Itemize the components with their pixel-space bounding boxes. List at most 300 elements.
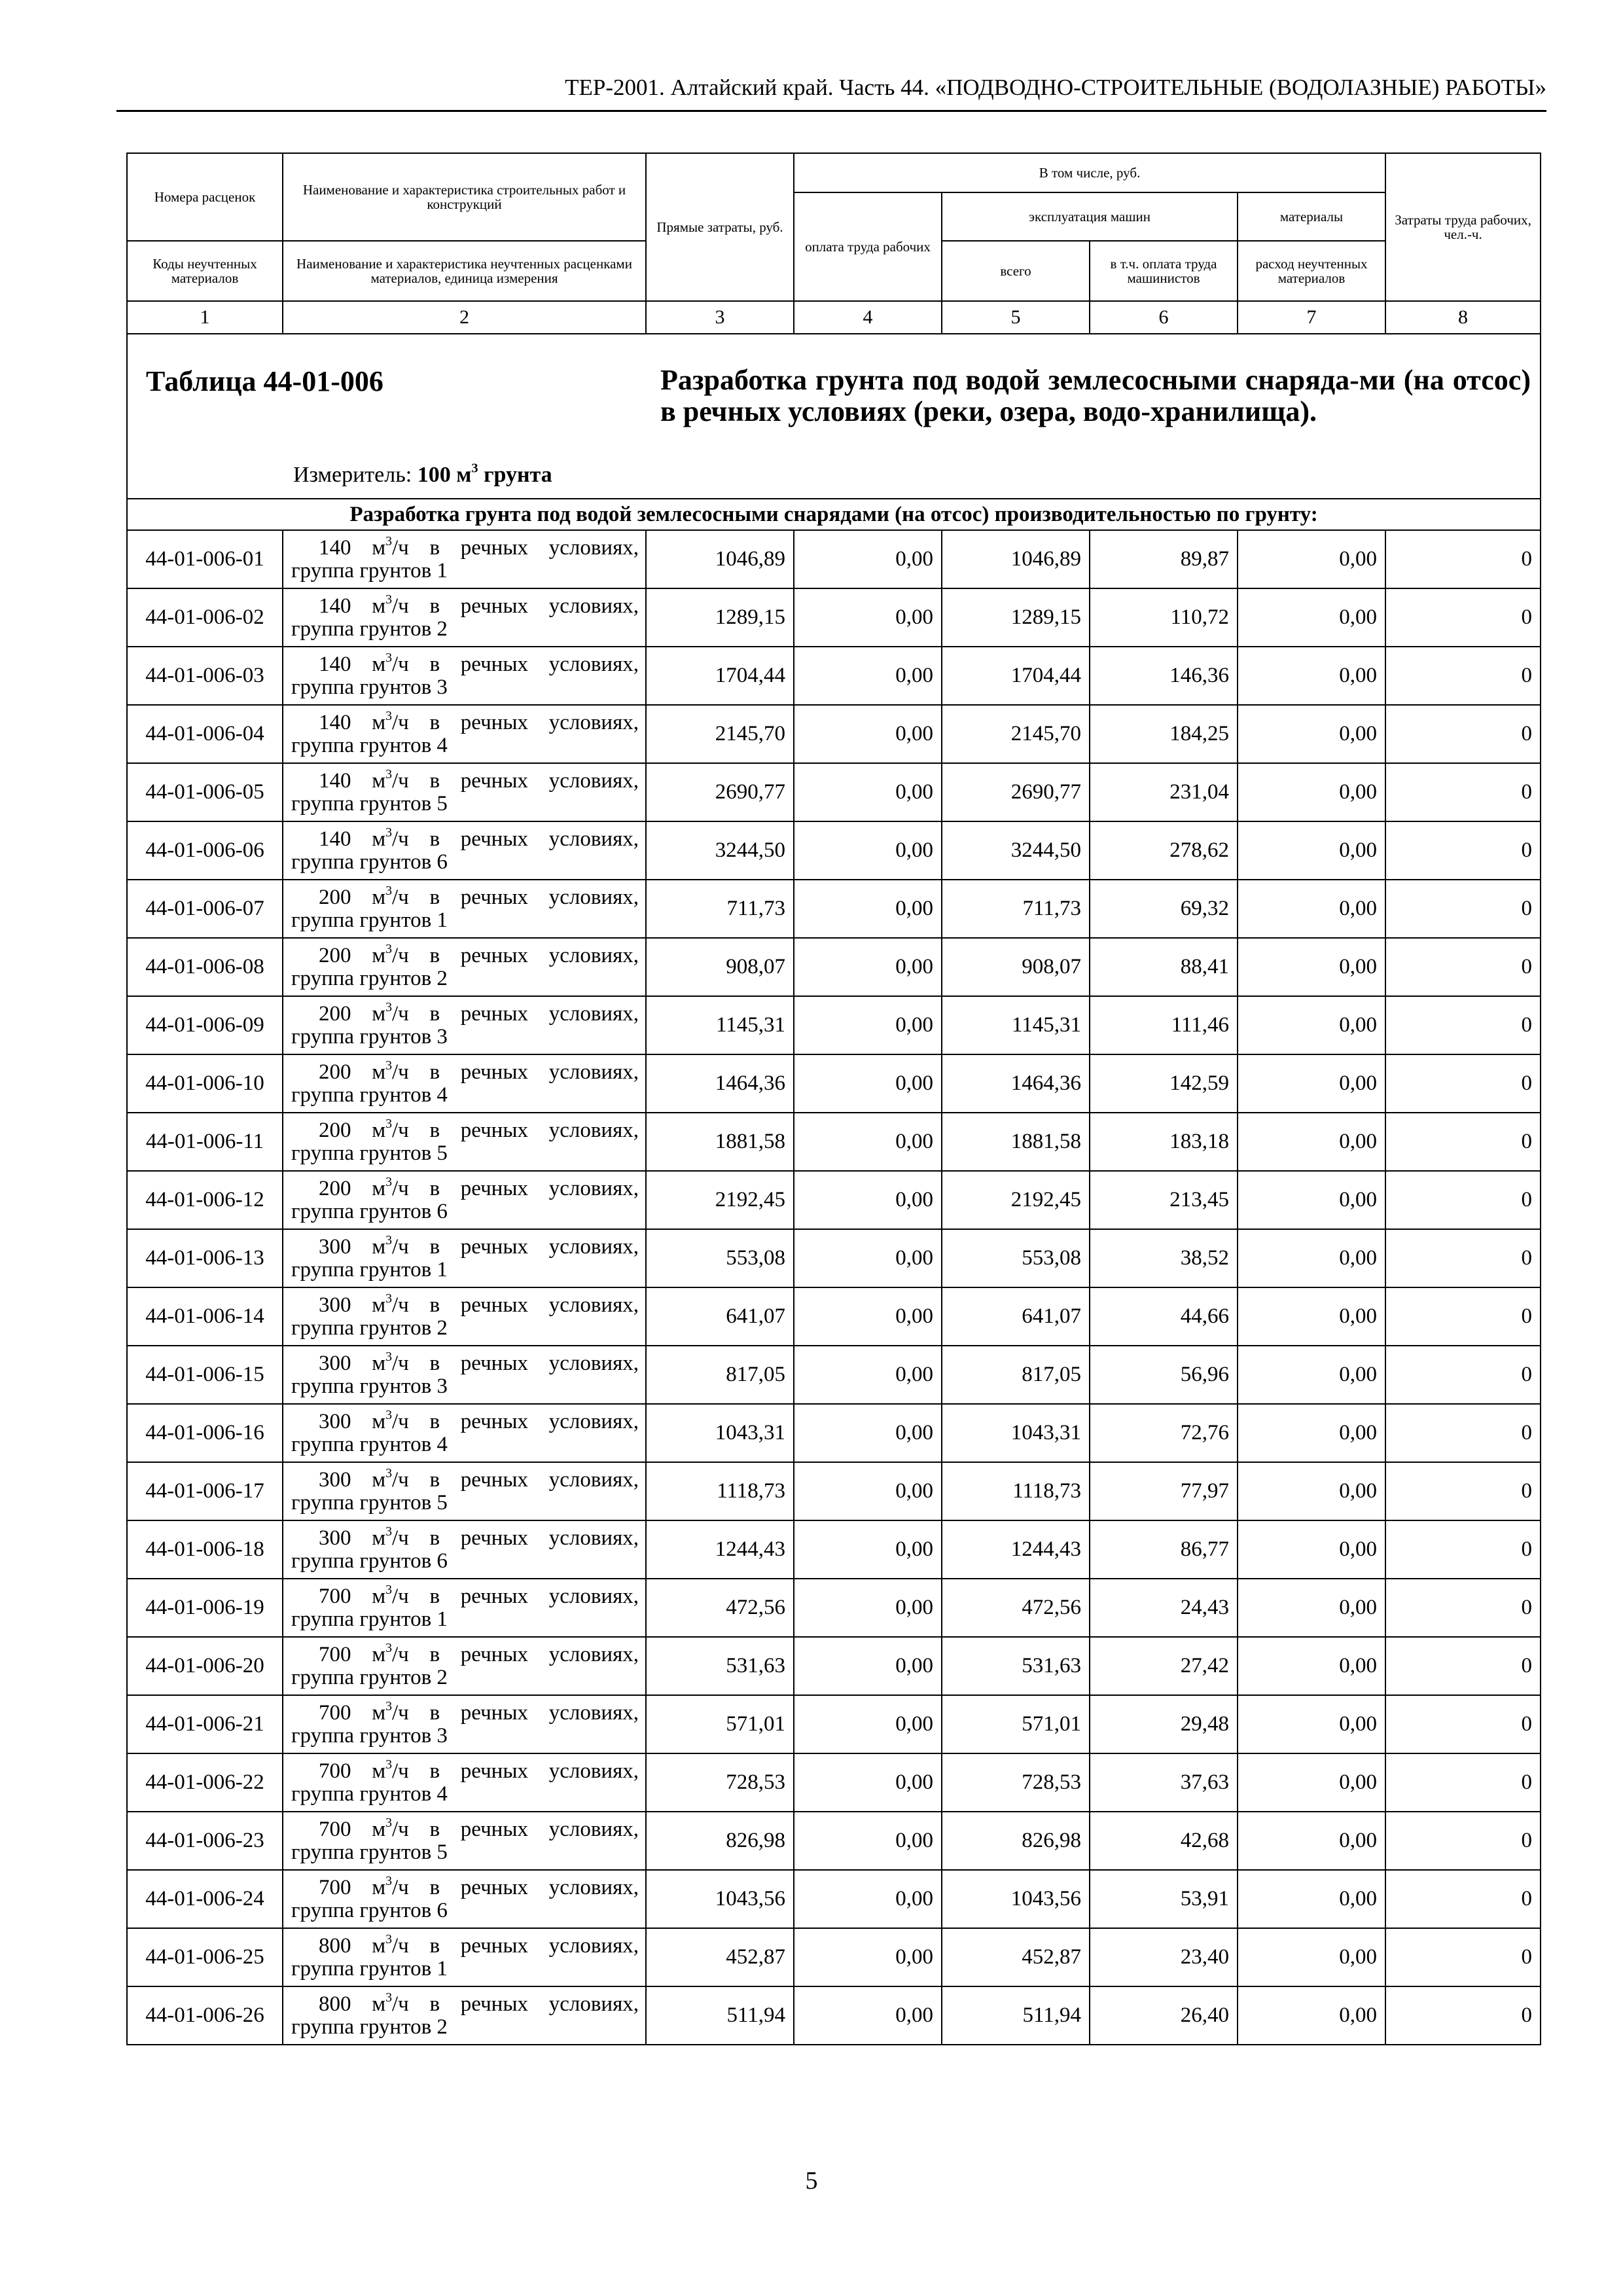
labor-hours: 0 [1385,938,1541,996]
rate-code: 44-01-006-02 [127,588,283,647]
table-number: Таблица 44-01-006 [146,365,383,397]
soil-group: группа грунтов 3 [291,675,448,699]
labor-hours: 0 [1385,705,1541,763]
labor-cost: 0,00 [794,821,942,880]
capacity-value: 140 [319,827,351,851]
rate-code: 44-01-006-19 [127,1579,283,1637]
table-row [127,1579,1541,1637]
operators-cost: 26,40 [1090,1986,1238,2045]
unit-sup: 3 [385,1699,392,1713]
unit-rest: /ч в речных условиях, [392,768,639,793]
machines-total: 1043,31 [942,1404,1090,1462]
rate-code: 44-01-006-03 [127,647,283,705]
table-row [127,1812,1541,1870]
machines-total: 472,56 [942,1579,1090,1637]
materials-cost: 0,00 [1238,763,1385,821]
unit-m: м [372,594,386,618]
capacity-value: 200 [319,1001,351,1026]
col3-header: Прямые затраты, руб. [646,153,794,301]
labor-hours: 0 [1385,530,1541,588]
soil-group: группа грунтов 3 [291,1374,448,1398]
unit-m: м [372,1992,386,2016]
unit-m: м [372,1875,386,1899]
materials-cost: 0,00 [1238,1753,1385,1812]
column-number: 6 [1090,301,1238,334]
col6-header: в т.ч. оплата труда машинистов [1090,241,1238,301]
rate-code: 44-01-006-24 [127,1870,283,1928]
labor-hours: 0 [1385,1229,1541,1287]
column-number: 7 [1238,301,1385,334]
unit-rest: /ч в речных условиях, [392,1526,639,1550]
rate-name [283,1346,646,1404]
unit-rest: /ч в речных условиях, [392,1875,639,1899]
soil-group: группа грунтов 5 [291,1840,448,1864]
labor-hours: 0 [1385,996,1541,1054]
unit-m: м [372,768,386,793]
materials-cost: 0,00 [1238,1287,1385,1346]
machines-total: 826,98 [942,1812,1090,1870]
labor-cost: 0,00 [794,1579,942,1637]
capacity-value: 700 [319,1875,351,1899]
table-row [127,1986,1541,2045]
labor-cost: 0,00 [794,1753,942,1812]
column-number: 5 [942,301,1090,334]
rate-name [283,705,646,763]
rate-code: 44-01-006-12 [127,1171,283,1229]
soil-group: группа грунтов 3 [291,1723,448,1748]
capacity-value: 700 [319,1700,351,1725]
machines-total: 452,87 [942,1928,1090,1986]
rate-name [283,1113,646,1171]
unit-rest: /ч в речных условиях, [392,885,639,909]
machines-total: 1289,15 [942,588,1090,647]
rate-name [283,530,646,588]
rate-name [283,1695,646,1753]
column-numbers-row [127,301,1541,334]
materials-cost: 0,00 [1238,880,1385,938]
unit-m: м [372,1467,386,1492]
column-number: 4 [794,301,942,334]
machines-total: 2145,70 [942,705,1090,763]
soil-group: группа грунтов 1 [291,1257,448,1282]
soil-group: группа грунтов 1 [291,908,448,932]
materials-cost: 0,00 [1238,1404,1385,1462]
column-number: 8 [1385,301,1541,334]
labor-cost: 0,00 [794,1054,942,1113]
direct-cost: 711,73 [646,880,794,938]
operators-cost: 72,76 [1090,1404,1238,1462]
labor-cost: 0,00 [794,1462,942,1520]
soil-group: группа грунтов 2 [291,966,448,990]
rate-code: 44-01-006-11 [127,1113,283,1171]
direct-cost: 553,08 [646,1229,794,1287]
direct-cost: 908,07 [646,938,794,996]
rate-code: 44-01-006-16 [127,1404,283,1462]
labor-hours: 0 [1385,1287,1541,1346]
soil-group: группа грунтов 4 [291,1083,448,1107]
unit-rest: /ч в речных условиях, [392,1060,639,1084]
direct-cost: 2192,45 [646,1171,794,1229]
capacity-value: 300 [319,1234,351,1259]
capacity-value: 140 [319,768,351,793]
unit-rest: /ч в речных условиях, [392,652,639,676]
labor-hours: 0 [1385,1346,1541,1404]
column-number: 1 [127,301,283,334]
labor-cost: 0,00 [794,1229,942,1287]
machines-total: 571,01 [942,1695,1090,1753]
direct-cost: 511,94 [646,1986,794,2045]
unit-sup: 3 [385,1350,392,1364]
table-row [127,1054,1541,1113]
table-row [127,1229,1541,1287]
labor-cost: 0,00 [794,1404,942,1462]
capacity-value: 140 [319,535,351,560]
unit-sup: 3 [385,1641,392,1655]
labor-hours: 0 [1385,1928,1541,1986]
soil-group: группа грунтов 5 [291,1141,448,1165]
rates-table [126,152,1541,2045]
unit-m: м [372,1759,386,1783]
table-row [127,1171,1541,1229]
machines-total: 1046,89 [942,530,1090,588]
table-row [127,647,1541,705]
labor-cost: 0,00 [794,588,942,647]
machines-total: 1244,43 [942,1520,1090,1579]
unit-sup: 3 [385,1233,392,1247]
machines-header: эксплуатация машин [942,192,1238,241]
operators-cost: 23,40 [1090,1928,1238,1986]
rate-name [283,1054,646,1113]
direct-cost: 641,07 [646,1287,794,1346]
table-row [127,1113,1541,1171]
col2-bottom-header: Наименование и характеристика неучтенных расценками материалов, единица измерения [283,241,646,301]
operators-cost: 42,68 [1090,1812,1238,1870]
unit-rest: /ч в речных условиях, [392,1234,639,1259]
operators-cost: 146,36 [1090,647,1238,705]
direct-cost: 728,53 [646,1753,794,1812]
labor-cost: 0,00 [794,1870,942,1928]
unit-rest: /ч в речных условиях, [392,943,639,967]
direct-cost: 3244,50 [646,821,794,880]
direct-cost: 1046,89 [646,530,794,588]
capacity-value: 200 [319,1118,351,1142]
unit-rest: /ч в речных условиях, [392,827,639,851]
unit-sup: 3 [385,592,392,607]
materials-cost: 0,00 [1238,530,1385,588]
labor-cost: 0,00 [794,880,942,938]
table-row [127,1637,1541,1695]
unit-m: м [372,710,386,734]
soil-group: группа грунтов 1 [291,558,448,583]
direct-cost: 1289,15 [646,588,794,647]
unit-rest: /ч в речных условиях, [392,1351,639,1375]
unit-sup: 3 [385,1408,392,1422]
unit-sup: 3 [385,534,392,548]
rate-code: 44-01-006-26 [127,1986,283,2045]
rate-code: 44-01-006-13 [127,1229,283,1287]
machines-total: 1881,58 [942,1113,1090,1171]
measure-unit-text: грунта [484,463,552,487]
unit-rest: /ч в речных условиях, [392,1992,639,2016]
materials-cost: 0,00 [1238,705,1385,763]
direct-cost: 1704,44 [646,647,794,705]
unit-sup: 3 [385,884,392,898]
unit-m: м [372,827,386,851]
unit-m: м [372,1234,386,1259]
capacity-value: 300 [319,1351,351,1375]
soil-group: группа грунтов 3 [291,1024,448,1049]
labor-cost: 0,00 [794,647,942,705]
unit-sup: 3 [385,651,392,665]
unit-sup: 3 [385,1524,392,1539]
labor-cost: 0,00 [794,705,942,763]
materials-cost: 0,00 [1238,1462,1385,1520]
unit-rest: /ч в речных условиях, [392,1933,639,1958]
labor-hours: 0 [1385,1171,1541,1229]
direct-cost: 1881,58 [646,1113,794,1171]
unit-sup: 3 [385,1291,392,1306]
machines-total: 908,07 [942,938,1090,996]
direct-cost: 452,87 [646,1928,794,1986]
capacity-value: 200 [319,1176,351,1200]
labor-hours: 0 [1385,1986,1541,2045]
machines-total: 1145,31 [942,996,1090,1054]
capacity-value: 200 [319,885,351,909]
table-row [127,763,1541,821]
rate-name [283,588,646,647]
labor-hours: 0 [1385,821,1541,880]
table-row [127,530,1541,588]
materials-cost: 0,00 [1238,1928,1385,1986]
capacity-value: 700 [319,1759,351,1783]
unit-m: м [372,1060,386,1084]
unit-m: м [372,1933,386,1958]
section-heading: Разработка грунта под водой землесосными снарядами (на отсос) производительностью по грунту: [127,499,1541,530]
running-header [116,65,1546,112]
capacity-value: 300 [319,1293,351,1317]
soil-group: группа грунтов 5 [291,791,448,816]
unit-m: м [372,1176,386,1200]
labor-hours: 0 [1385,1404,1541,1462]
rate-code: 44-01-006-07 [127,880,283,938]
rate-code: 44-01-006-20 [127,1637,283,1695]
capacity-value: 300 [319,1526,351,1550]
materials-cost: 0,00 [1238,1054,1385,1113]
labor-cost: 0,00 [794,1346,942,1404]
labor-hours: 0 [1385,588,1541,647]
labor-hours: 0 [1385,1520,1541,1579]
operators-cost: 110,72 [1090,588,1238,647]
unit-sup: 3 [385,1816,392,1830]
materials-cost: 0,00 [1238,1695,1385,1753]
unit-sup: 3 [385,1058,392,1073]
page-number: 5 [805,2167,818,2195]
capacity-value: 200 [319,1060,351,1084]
unit-rest: /ч в речных условиях, [392,1001,639,1026]
capacity-value: 140 [319,710,351,734]
labor-cost: 0,00 [794,1695,942,1753]
direct-cost: 1043,31 [646,1404,794,1462]
unit-m: м [372,1001,386,1026]
rate-name [283,1462,646,1520]
unit-m: м [372,1293,386,1317]
capacity-value: 700 [319,1817,351,1841]
direct-cost: 2690,77 [646,763,794,821]
labor-cost: 0,00 [794,1637,942,1695]
materials-cost: 0,00 [1238,1520,1385,1579]
machines-total: 2192,45 [942,1171,1090,1229]
machines-total: 1118,73 [942,1462,1090,1520]
labor-hours: 0 [1385,1579,1541,1637]
soil-group: группа грунтов 6 [291,1549,448,1573]
rate-name [283,1520,646,1579]
direct-cost: 2145,70 [646,705,794,763]
machines-total: 511,94 [942,1986,1090,2045]
labor-hours: 0 [1385,1462,1541,1520]
direct-cost: 817,05 [646,1346,794,1404]
labor-hours: 0 [1385,647,1541,705]
operators-cost: 88,41 [1090,938,1238,996]
rate-name [283,1579,646,1637]
unit-rest: /ч в речных условиях, [392,1409,639,1433]
soil-group: группа грунтов 1 [291,1956,448,1981]
capacity-value: 800 [319,1992,351,2016]
rate-code: 44-01-006-08 [127,938,283,996]
table-row [127,1695,1541,1753]
materials-cost: 0,00 [1238,588,1385,647]
unit-rest: /ч в речных условиях, [392,1817,639,1841]
unit-m: м [372,535,386,560]
soil-group: группа грунтов 6 [291,850,448,874]
materials-cost: 0,00 [1238,1171,1385,1229]
table-row [127,938,1541,996]
table-row [127,1404,1541,1462]
labor-cost: 0,00 [794,1928,942,1986]
machines-total: 1704,44 [942,647,1090,705]
table-row [127,821,1541,880]
machines-total: 2690,77 [942,763,1090,821]
col8-header: Затраты труда рабочих, чел.-ч. [1385,153,1541,301]
operators-cost: 183,18 [1090,1113,1238,1171]
soil-group: группа грунтов 4 [291,733,448,757]
table-row [127,1462,1541,1520]
materials-cost: 0,00 [1238,1637,1385,1695]
rate-code: 44-01-006-25 [127,1928,283,1986]
capacity-value: 300 [319,1467,351,1492]
labor-cost: 0,00 [794,1812,942,1870]
unit-rest: /ч в речных условиях, [392,535,639,560]
rate-code: 44-01-006-14 [127,1287,283,1346]
unit-rest: /ч в речных условиях, [392,1700,639,1725]
machines-total: 1043,56 [942,1870,1090,1928]
operators-cost: 111,46 [1090,996,1238,1054]
unit-sup: 3 [385,1117,392,1131]
labor-hours: 0 [1385,763,1541,821]
operators-cost: 27,42 [1090,1637,1238,1695]
operators-cost: 89,87 [1090,530,1238,588]
unit-rest: /ч в речных условиях, [392,1642,639,1666]
soil-group: группа грунтов 6 [291,1199,448,1223]
labor-hours: 0 [1385,880,1541,938]
unit-rest: /ч в речных условиях, [392,1176,639,1200]
labor-cost: 0,00 [794,996,942,1054]
labor-cost: 0,00 [794,1113,942,1171]
labor-cost: 0,00 [794,938,942,996]
direct-cost: 531,63 [646,1637,794,1695]
materials-cost: 0,00 [1238,1986,1385,2045]
table-row [127,1346,1541,1404]
operators-cost: 142,59 [1090,1054,1238,1113]
unit-sup: 3 [385,1932,392,1946]
soil-group: группа грунтов 2 [291,2015,448,2039]
rate-code: 44-01-006-09 [127,996,283,1054]
column-number: 2 [283,301,646,334]
labor-hours: 0 [1385,1695,1541,1753]
col1-bottom-header: Коды неучтенных материалов [127,241,283,301]
direct-cost: 1244,43 [646,1520,794,1579]
operators-cost: 56,96 [1090,1346,1238,1404]
soil-group: группа грунтов 2 [291,1665,448,1689]
materials-cost: 0,00 [1238,938,1385,996]
operators-cost: 38,52 [1090,1229,1238,1287]
rate-name [283,1812,646,1870]
materials-cost: 0,00 [1238,1346,1385,1404]
measure-label: Измеритель: [293,463,412,487]
table-row [127,705,1541,763]
table-title: Разработка грунта под водой землесосными снаряда-ми (на отсос) в речных условиях (реки, озера, водо-хранилища). [660,364,1531,428]
unit-m: м [372,1817,386,1841]
labor-cost: 0,00 [794,763,942,821]
table-row [127,996,1541,1054]
table-row [127,1870,1541,1928]
unit-rest: /ч в речных условиях, [392,1118,639,1142]
rate-name [283,938,646,996]
machines-total: 641,07 [942,1287,1090,1346]
capacity-value: 200 [319,943,351,967]
table-row [127,588,1541,647]
rate-name [283,1637,646,1695]
soil-group: группа грунтов 4 [291,1782,448,1806]
direct-cost: 1145,31 [646,996,794,1054]
rate-name [283,647,646,705]
unit-sup: 3 [385,1990,392,2005]
unit-sup: 3 [385,942,392,956]
operators-cost: 213,45 [1090,1171,1238,1229]
table-row [127,1928,1541,1986]
unit-sup: 3 [385,1466,392,1480]
materials-cost: 0,00 [1238,996,1385,1054]
unit-m: м [372,1642,386,1666]
col5-header: всего [942,241,1090,301]
capacity-value: 700 [319,1642,351,1666]
direct-cost: 826,98 [646,1812,794,1870]
unit-m: м [372,1584,386,1608]
rate-code: 44-01-006-05 [127,763,283,821]
labor-cost: 0,00 [794,1287,942,1346]
unit-sup: 3 [385,1175,392,1189]
rate-name [283,880,646,938]
operators-cost: 69,32 [1090,880,1238,938]
direct-cost: 1464,36 [646,1054,794,1113]
operators-cost: 77,97 [1090,1462,1238,1520]
measure-value: 100 м [417,463,472,487]
soil-group: группа грунтов 5 [291,1490,448,1515]
machines-total: 817,05 [942,1346,1090,1404]
labor-cost: 0,00 [794,1171,942,1229]
col4-header: оплата труда рабочих [794,192,942,301]
unit-m: м [372,1351,386,1375]
unit-m: м [372,943,386,967]
